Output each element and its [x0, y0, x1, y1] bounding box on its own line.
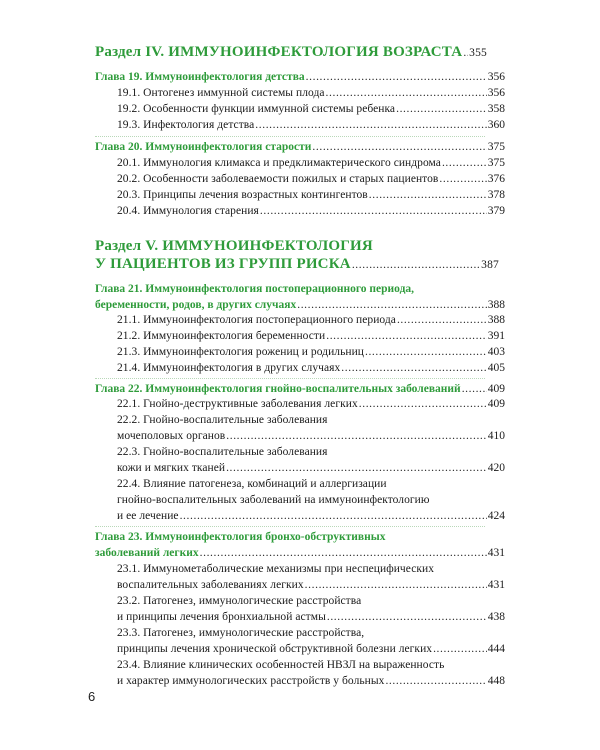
chapter-23-title-line2: заболеваний легких — [95, 547, 199, 559]
section-5-entry — [95, 256, 499, 273]
section-4-page: 355 — [469, 47, 487, 59]
toc-item-23-2-line1: 23.2. Патогенез, иммунологические расстройства — [117, 595, 362, 607]
chapter-20-title: Глава 20. Иммуноинфектология старости — [95, 141, 312, 153]
chapter-21-page: 388 — [487, 299, 505, 311]
separator — [95, 378, 485, 379]
chapter-20-page: 375 — [487, 141, 505, 153]
chapter-23-entry — [95, 547, 505, 559]
leader-dots — [306, 71, 487, 83]
page-number: 6 — [88, 689, 96, 704]
leader-dots — [462, 383, 487, 395]
chapter-22-page: 409 — [487, 383, 505, 395]
toc-item-20-1: 20.1. Иммунология климакса и предклимактерического синдрома ..... 375 — [117, 157, 505, 169]
section-5-page: 387 — [481, 259, 499, 271]
chapter-22-title: Глава 22. Иммуноинфектология гнойно-воспалительных заболеваний — [95, 383, 461, 395]
section-5-title-line1: Раздел V. ИММУНОИНФЕКТОЛОГИЯ — [95, 238, 373, 254]
chapter-23-page: 431 — [487, 547, 505, 559]
chapter-23-title-line1: Глава 23. Иммуноинфектология бронхо-обструктивных — [95, 531, 386, 543]
toc-item-22-3-line1: 22.3. Гнойно-воспалительные заболевания — [117, 446, 328, 458]
toc-item-21-2: 21.2. Иммуноинфектология беременности ..... 391 — [117, 330, 505, 342]
toc-item-20-3: 20.3. Принципы лечения возрастных контингентов ..... 378 — [117, 189, 505, 201]
toc-item-23-1-line1: 23.1. Иммунометаболические механизмы при неспецифических — [117, 563, 434, 575]
leader-dots — [352, 259, 480, 271]
chapter-22-entry — [95, 383, 505, 395]
toc-item-23-2: и принципы лечения бронхиальной астмы ..... 438 — [117, 611, 505, 623]
toc-item-23-4-line1: 23.4. Влияние клинических особенностей НВЗЛ на выраженность — [117, 659, 445, 671]
toc-item-22-4-line1: 22.4. Влияние патогенеза, комбинаций и аллергизации — [117, 478, 387, 490]
toc-item-19-2: 19.2. Особенности функции иммунной системы ребенка ..... 358 — [117, 103, 505, 115]
toc-item-22-2: мочеполовых органов ..... 410 — [117, 430, 505, 442]
toc-item-23-3-line1: 23.3. Патогенез, иммунологические расстройства, — [117, 627, 365, 639]
section-4-title: Раздел IV. ИММУНОИНФЕКТОЛОГИЯ ВОЗРАСТА — [95, 44, 463, 60]
toc-item-20-4: 20.4. Иммунология старения ..... 379 — [117, 205, 505, 217]
toc-item-19-3: 19.3. Инфектология детства ..... 360 — [117, 119, 505, 131]
toc-item-23-3: принципы лечения хронической обструктивной болезни легких ..... 444 — [117, 643, 505, 655]
leader-dots — [297, 299, 487, 311]
toc-item-23-4: и характер иммунологических расстройств у больных ..... 448 — [117, 675, 505, 687]
separator — [95, 136, 485, 137]
toc-item-22-1: 22.1. Гнойно-деструктивные заболевания легких ..... 409 — [117, 398, 505, 410]
toc-item-21-1: 21.1. Иммуноинфектология постоперационного периода ..... 388 — [117, 314, 505, 326]
toc-item-21-3: 21.3. Иммуноинфектология рожениц и родильниц ..... 403 — [117, 346, 505, 358]
leader-dots — [463, 47, 468, 59]
section-4-entry — [95, 44, 487, 61]
chapter-21-title-line2: беременности, родов, в других случаях — [95, 299, 297, 311]
toc-item-22-4: и ее лечение ..... 424 — [117, 510, 505, 522]
chapter-20-entry — [95, 141, 505, 153]
toc-item-23-1: воспалительных заболеваниях легких ..... 431 — [117, 579, 505, 591]
toc-item-19-1: 19.1. Онтогенез иммунной системы плода ..... 356 — [117, 87, 505, 99]
toc-item-22-3: кожи и мягких тканей ..... 420 — [117, 462, 505, 474]
section-5-title-line2: У ПАЦИЕНТОВ ИЗ ГРУПП РИСКА — [95, 256, 351, 272]
separator — [95, 526, 485, 527]
leader-dots — [312, 141, 486, 153]
toc-item-21-4: 21.4. Иммуноинфектология в других случаях ..... 405 — [117, 362, 505, 374]
toc-item-20-2: 20.2. Особенности заболеваемости пожилых и старых пациентов ..... 376 — [117, 173, 505, 185]
leader-dots — [200, 547, 487, 559]
chapter-19-page: 356 — [487, 71, 505, 83]
chapter-19-title: Глава 19. Иммуноинфектология детства — [95, 71, 305, 83]
toc-item-22-2-line1: 22.2. Гнойно-воспалительные заболевания — [117, 414, 328, 426]
chapter-21-title-line1: Глава 21. Иммуноинфектология постоперационного периода, — [95, 283, 415, 295]
chapter-19-entry — [95, 71, 505, 83]
chapter-21-entry — [95, 299, 505, 311]
toc-item-22-4-line2: гнойно-воспалительных заболеваний на иммуноинфектологию — [117, 494, 430, 506]
